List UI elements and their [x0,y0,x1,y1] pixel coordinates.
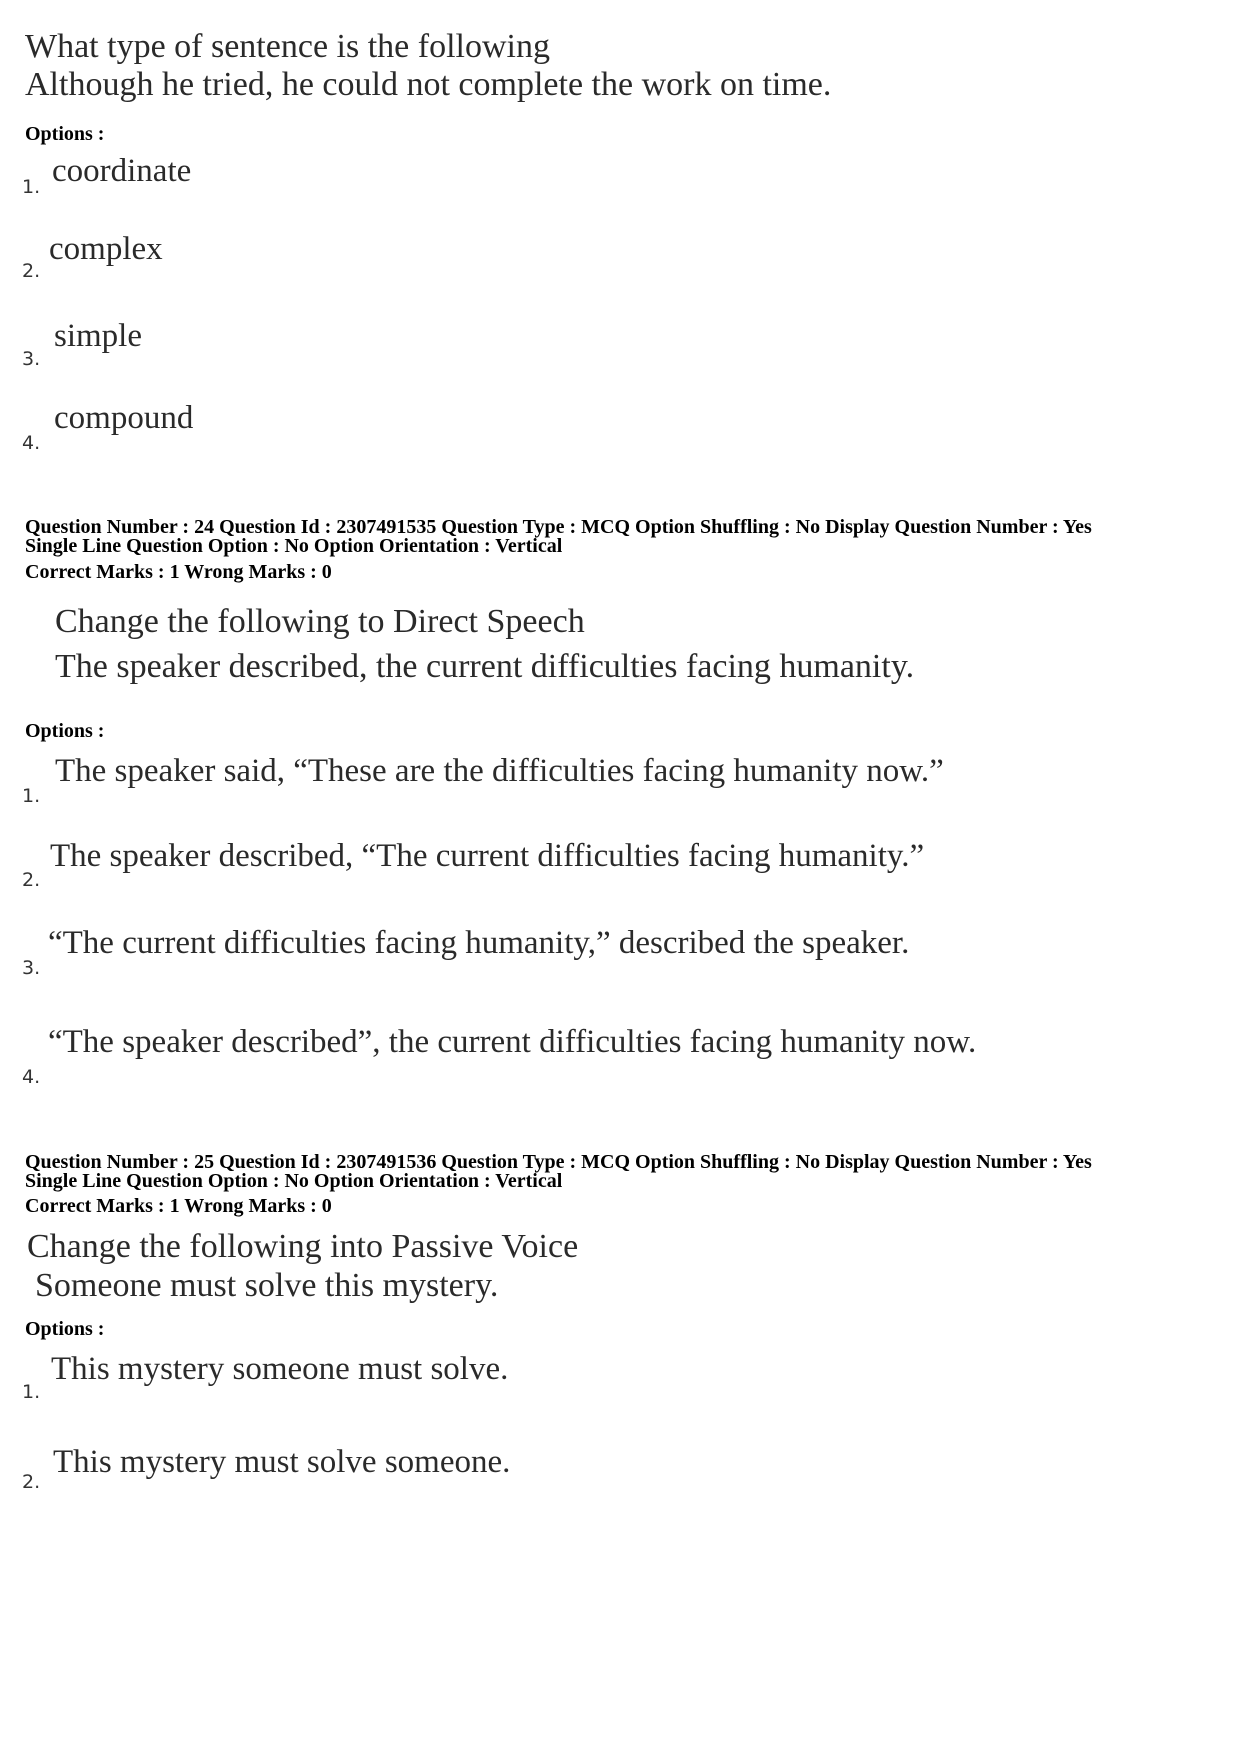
question-25-meta-line-1: Question Number : 25 Question Id : 2307491536 Question Type : MCQ Option Shuffling : No Display Question Number : Yes [25,1151,1092,1173]
question-24-marks: Correct Marks : 1 Wrong Marks : 0 [25,561,332,583]
question-23-line-2: Although he tried, he could not complete the work on time. [25,66,832,103]
question-25-marks: Correct Marks : 1 Wrong Marks : 0 [25,1195,332,1217]
question-25-line-1: Change the following into Passive Voice [27,1228,579,1265]
option-text[interactable]: This mystery must solve someone. [53,1444,511,1480]
option-text[interactable]: The speaker described, “The current difficulties facing humanity.” [50,838,925,874]
options-label: Options : [25,123,105,145]
option-number: 4. [22,1066,41,1088]
option-text[interactable]: coordinate [52,153,192,189]
option-number: 3. [22,957,41,979]
question-24-meta-line-1: Question Number : 24 Question Id : 2307491535 Question Type : MCQ Option Shuffling : No Display Question Number : Yes [25,516,1092,538]
question-25-line-2: Someone must solve this mystery. [35,1267,499,1304]
option-text[interactable]: complex [49,231,163,267]
option-number: 1. [22,176,41,198]
question-23-line-1: What type of sentence is the following [25,28,550,65]
option-number: 2. [22,869,41,891]
options-label: Options : [25,1318,105,1340]
option-text[interactable]: “The current difficulties facing humanity,” described the speaker. [48,925,910,961]
option-number: 4. [22,432,41,454]
question-25-meta-line-2: Single Line Question Option : No Option Orientation : Vertical [25,1170,563,1192]
option-text[interactable]: The speaker said, “These are the difficulties facing humanity now.” [55,753,944,789]
option-text[interactable]: “The speaker described”, the current difficulties facing humanity now. [48,1024,977,1060]
option-text[interactable]: simple [54,318,142,354]
option-text[interactable]: This mystery someone must solve. [51,1351,509,1387]
option-text[interactable]: compound [54,400,194,436]
question-24-meta-line-2: Single Line Question Option : No Option Orientation : Vertical [25,535,563,557]
option-number: 1. [22,785,41,807]
option-number: 2. [22,260,41,282]
option-number: 2. [22,1471,41,1493]
question-24-line-2: The speaker described, the current difficulties facing humanity. [55,648,915,685]
option-number: 3. [22,348,41,370]
question-24-line-1: Change the following to Direct Speech [55,603,585,640]
options-label: Options : [25,720,105,742]
option-number: 1. [22,1381,41,1403]
